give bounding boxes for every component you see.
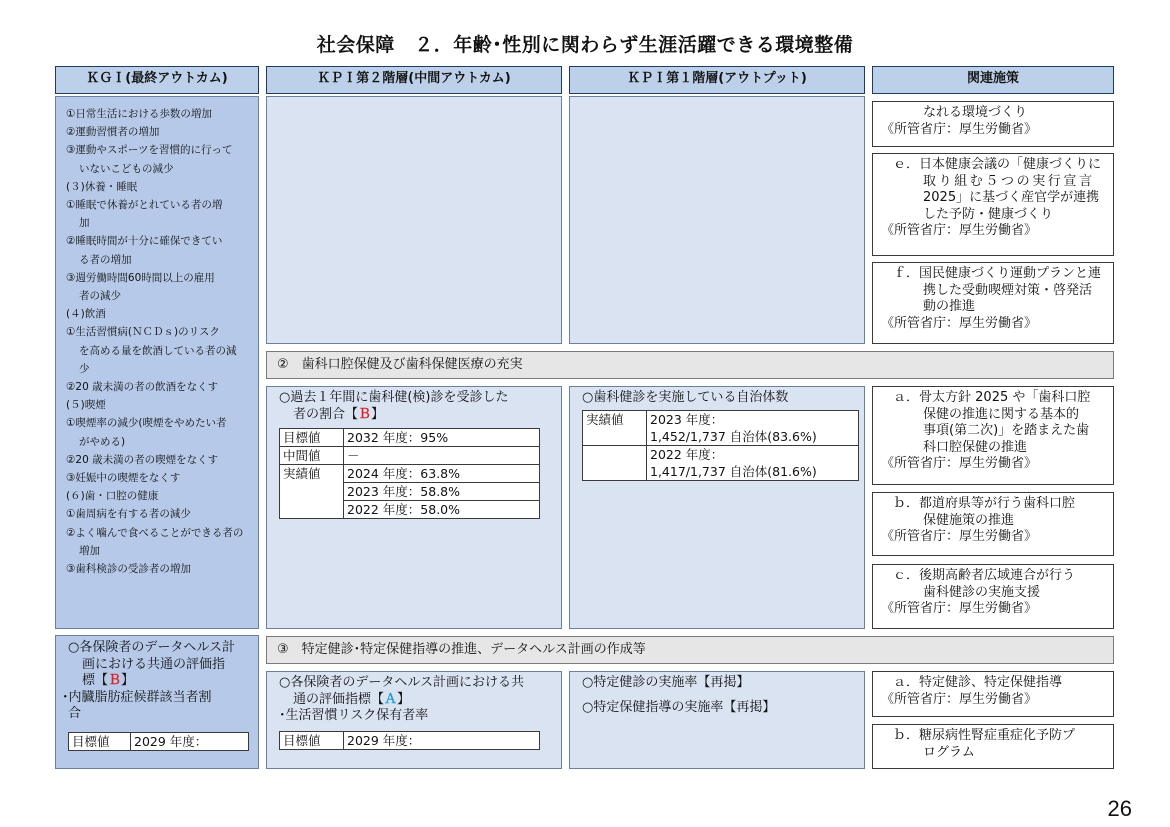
- policy-box-e: [872, 153, 1114, 256]
- kgi-item: 少: [79, 362, 90, 375]
- kpi2-text: ○各保険者のデータヘルス計画における共: [279, 675, 524, 690]
- policy-box-dental-c: [872, 564, 1114, 629]
- kpi1-value-table: [582, 410, 859, 481]
- policy-ministry: 《所管省庁：厚生労働省》: [881, 121, 1038, 137]
- kgi-list: [56, 97, 258, 578]
- policy-text: 携した受動喫煙対策・啓発活: [923, 282, 1093, 298]
- table-value: 2032 年度：95%: [344, 429, 540, 447]
- kpi1-panel-upper: [569, 96, 865, 344]
- kgi-item: ②睡眠時間が十分に確保できてい: [66, 235, 223, 248]
- kgi-item: 者の減少: [79, 290, 121, 303]
- kpi2-panel-datahealth: [266, 671, 562, 769]
- table-label: 中間値: [280, 447, 344, 465]
- policy-text: 糖尿病性腎症重症化予防プ: [919, 728, 1076, 743]
- kgi-text: 合: [68, 706, 82, 721]
- policy-text: 事項(第二次)」を踏まえた歯: [923, 423, 1090, 438]
- policy-ministry: 《所管省庁：厚生労働省》: [881, 691, 1038, 707]
- kpi2-value-table: [279, 731, 540, 750]
- table-label: 目標値: [280, 732, 344, 750]
- kgi-item: ③運動やスポーツを習慣的に行って: [66, 144, 233, 157]
- header-kgi: ＫＧＩ(最終アウトカム): [55, 66, 259, 94]
- policy-box-continued: [872, 101, 1114, 147]
- kpi1-text: ○特定健診の実施率【再掲】: [582, 675, 750, 690]
- kpi1-text: ○特定保健指導の実施率【再掲】: [582, 699, 776, 715]
- kgi-text: 】: [121, 673, 135, 688]
- kgi-item: ①生活習慣病(ＮＣＤｓ)のリスク: [66, 326, 220, 339]
- kgi-item: ①歯周病を有する者の減少: [66, 508, 191, 521]
- policy-text: なれる環境づくり: [923, 105, 1028, 120]
- kgi-item: ①喫煙率の減少(喫煙をやめたい者: [66, 417, 227, 430]
- table-label: 目標値: [280, 429, 344, 447]
- policy-text: 日本健康会議の「健康づくりに: [919, 157, 1102, 172]
- table-value: 2023 年度：: [650, 412, 724, 427]
- policy-marker: ｂ．: [893, 496, 920, 511]
- policy-text: 動の推進: [923, 299, 976, 314]
- header-kpi2: ＫＰＩ第２階層(中間アウトカム): [266, 66, 562, 94]
- policy-text: した予防・健康づくり: [923, 206, 1054, 222]
- section-band-datahealth: ③ 特定健診･特定保健指導の推進、データヘルス計画の作成等: [266, 636, 1114, 664]
- kgi-item: ②20 歳未満の者の飲酒をなくす: [66, 381, 219, 394]
- policy-ministry: 《所管省庁：厚生労働省》: [881, 456, 1038, 471]
- kgi-item: ②よく噛んで食べることができる者の: [66, 526, 244, 539]
- policy-ministry: 《所管省庁：厚生労働省》: [881, 529, 1038, 544]
- table-row: [583, 446, 859, 481]
- policy-box-datahealth-a: [872, 671, 1114, 717]
- policy-marker: ｆ．: [893, 266, 920, 281]
- kgi-panel-datahealth: [55, 635, 259, 769]
- kpi2-text: 通の評価指標【: [293, 691, 385, 707]
- page-title: 社会保障 ２．年齢･性別に関わらず生涯活躍できる環境整備: [316, 34, 854, 56]
- policy-text: 後期高齢者広域連合が行う: [919, 568, 1076, 583]
- kgi-item: 加: [79, 217, 90, 230]
- section-band-dental: ② 歯科口腔保健及び歯科保健医療の充実: [266, 351, 1114, 379]
- kpi2-text: 】: [397, 691, 411, 707]
- table-value: 1,452/1,737 自治体(83.6%): [650, 429, 817, 444]
- table-value: 2022 年度：58.0%: [344, 501, 540, 519]
- policy-text: 取り組む５つの実行宣言: [923, 173, 1095, 189]
- table-value: 2024 年度：63.8%: [344, 465, 540, 483]
- policy-ministry: 《所管省庁：厚生労働省》: [881, 315, 1038, 331]
- kgi-item: ②20 歳未満の者の喫煙をなくす: [66, 453, 219, 466]
- policy-text: 骨太方針 2025 や「歯科口腔: [919, 390, 1091, 405]
- policy-text: 歯科健診の実施支援: [923, 584, 1041, 600]
- table-label: 実績値: [583, 411, 647, 446]
- table-row: [69, 733, 249, 751]
- policy-text: 国民健康づくり運動プランと連: [919, 266, 1102, 281]
- kgi-item: ③週労働時間60時間以上の雇用: [66, 271, 215, 284]
- kgi-text: ･内臓脂肪症候群該当者割: [62, 689, 212, 705]
- table-row: [280, 429, 540, 447]
- kpi1-panel-dental: [569, 386, 865, 629]
- table-value: 1,417/1,737 自治体(81.6%): [650, 464, 817, 479]
- page-number: 26: [1107, 796, 1132, 821]
- policy-text: 都道府県等が行う歯科口腔: [919, 496, 1076, 511]
- kgi-text: 画における共通の評価指: [82, 656, 226, 672]
- kpi2-text: ○過去１年間に歯科健(検)診を受診した: [279, 390, 509, 405]
- kgi-heading: (３)休養・睡眠: [66, 180, 138, 193]
- table-row: [583, 411, 859, 446]
- policy-text: 2025」に基づく産官学が連携: [923, 190, 1100, 205]
- policy-box-dental-b: [872, 492, 1114, 556]
- policy-text: 特定健診、特定保健指導: [919, 675, 1063, 690]
- policy-box-datahealth-b: [872, 724, 1114, 769]
- table-row: [280, 732, 540, 750]
- kgi-item: を高める量を飲酒している者の減: [79, 344, 237, 357]
- kgi-panel: [55, 96, 259, 629]
- policy-text: 保健の推進に関する基本的: [923, 406, 1080, 422]
- kpi1-text: ○歯科健診を実施している自治体数: [582, 390, 789, 405]
- policy-text: 保健施策の推進: [923, 512, 1015, 528]
- table-label: 目標値: [69, 733, 131, 751]
- kpi2-text: ･生活習慣リスク保有者率: [279, 708, 429, 723]
- kgi-item: ①睡眠で休養がとれている者の増: [66, 199, 223, 212]
- policy-marker: ａ．: [893, 675, 920, 690]
- table-value: 2022 年度：: [650, 447, 724, 462]
- kgi-heading: (６)歯・口腔の健康: [66, 490, 159, 503]
- kgi-value-table: [68, 732, 249, 751]
- kgi-item: る者の増加: [79, 253, 132, 266]
- kgi-item: ①日常生活における歩数の増加: [66, 108, 212, 120]
- policy-text: 科口腔保健の推進: [923, 439, 1028, 455]
- table-value: 2023 年度：58.8%: [344, 483, 540, 501]
- header-policy: 関連施策: [872, 66, 1114, 94]
- table-row: [280, 447, 540, 465]
- kgi-item: がやめる): [79, 435, 126, 448]
- kgi-item: 増加: [79, 544, 100, 557]
- rating-tag: Ｂ: [108, 673, 122, 688]
- header-kpi1: ＫＰＩ第１階層(アウトプット): [569, 66, 865, 94]
- policy-ministry: 《所管省庁：厚生労働省》: [881, 601, 1038, 616]
- policy-box-f: [872, 262, 1114, 344]
- table-value: －: [344, 447, 540, 465]
- policy-marker: ａ．: [893, 390, 920, 405]
- kgi-item: ③歯科検診の受診者の増加: [66, 563, 191, 576]
- rating-tag: Ａ: [384, 691, 398, 707]
- kgi-item: いないこどもの減少: [79, 162, 174, 175]
- table-label: 実績値: [280, 465, 344, 519]
- table-row: [280, 465, 540, 483]
- rating-tag: Ｂ: [358, 406, 372, 422]
- kgi-item: ②運動習慣者の増加: [66, 126, 160, 139]
- kgi-text: 標【: [82, 673, 109, 688]
- policy-marker: ｃ．: [893, 568, 920, 583]
- kpi2-text: 】: [371, 406, 385, 422]
- table-value: 2029 年度：: [344, 732, 540, 750]
- kpi2-value-table: [279, 428, 540, 519]
- policy-ministry: 《所管省庁：厚生労働省》: [881, 223, 1038, 238]
- kgi-heading: (４)飲酒: [66, 308, 106, 321]
- kpi2-panel-upper: [266, 96, 562, 344]
- policy-marker: ｅ．: [893, 157, 920, 172]
- table-value: 2029 年度：: [131, 733, 249, 751]
- policy-box-dental-a: [872, 386, 1114, 485]
- kpi2-panel-dental: [266, 386, 562, 629]
- policy-text: ログラム: [923, 744, 975, 760]
- policy-marker: ｂ．: [893, 728, 920, 743]
- kpi2-text: 者の割合【: [293, 406, 359, 422]
- kgi-heading: (５)喫煙: [66, 399, 106, 412]
- kgi-item: ③妊娠中の喫煙をなくす: [66, 472, 181, 485]
- kgi-text: ○各保険者のデータヘルス計: [68, 640, 235, 655]
- kpi1-panel-datahealth: [569, 671, 865, 769]
